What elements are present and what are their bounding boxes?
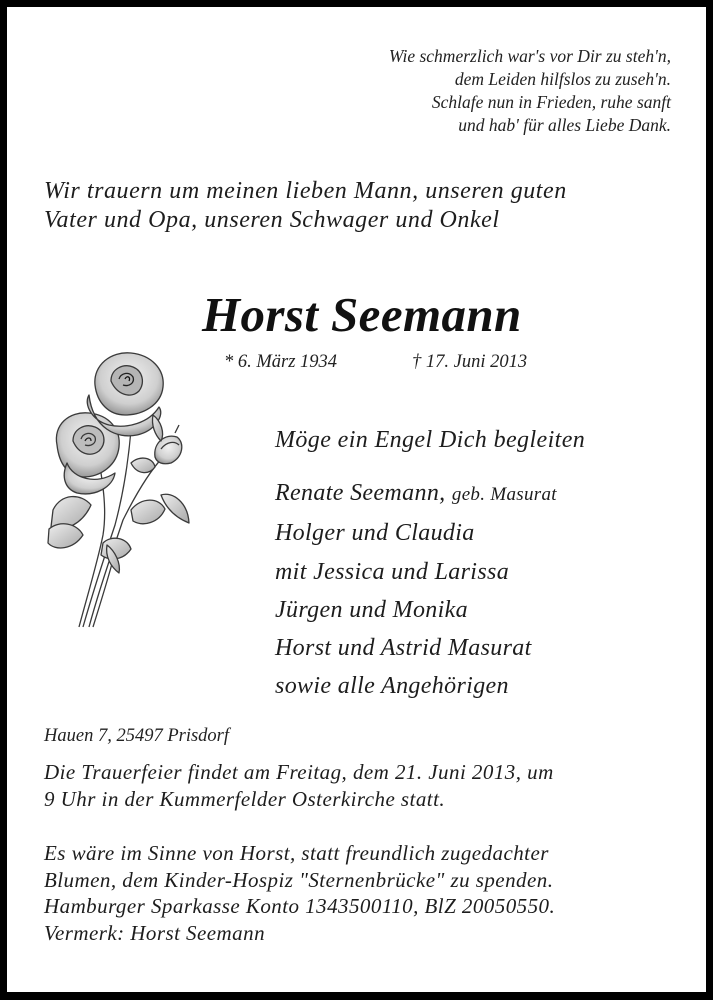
memorial-poem <box>389 45 671 137</box>
mourner-entry: Horst und Astrid Masurat <box>275 635 532 662</box>
poem-line: Wie schmerzlich war's vor Dir zu steh'n, <box>388 46 671 66</box>
obituary-notice <box>7 7 706 992</box>
intro-line: Wir trauern um meinen lieben Mann, unseren guten <box>44 178 567 204</box>
maiden-name: geb. Masurat <box>451 484 557 505</box>
mourner-entry: Holger und Claudia <box>275 520 475 547</box>
poem-line: dem Leiden hilfslos zu zuseh'n. <box>454 69 671 89</box>
mourner-name: Renate Seemann, <box>275 480 446 506</box>
mourners-list <box>275 474 557 706</box>
service-line: Die Trauerfeier findet am Freitag, dem 21. Juni 2013, um <box>44 760 554 784</box>
rose-bouquet-icon <box>43 345 193 630</box>
donation-line: Blumen, dem Kinder-Hospiz "Sternenbrücke" zu spenden. <box>44 867 554 892</box>
donation-request <box>44 840 555 946</box>
motto: Möge ein Engel Dich begleiten <box>275 427 586 453</box>
mourner-entry: mit Jessica und Larissa <box>275 558 510 585</box>
intro-line: Vater und Opa, unseren Schwager und Onkel <box>44 207 500 233</box>
family-address: Hauen 7, 25497 Prisdorf <box>44 726 229 746</box>
donation-line: Hamburger Sparkasse Konto 1343500110, BlZ 20050550. <box>44 894 556 918</box>
mourner-entry <box>275 474 557 514</box>
funeral-service-info <box>44 759 554 813</box>
mourning-intro <box>44 177 567 235</box>
donation-line: Es wäre im Sinne von Horst, statt freundlich zugedachter <box>44 841 549 865</box>
deceased-name: Horst Seemann <box>202 287 522 342</box>
birth-date: * 6. März 1934 <box>224 352 338 372</box>
poem-line: und hab' für alles Liebe Dank. <box>458 115 671 135</box>
mourner-entry: sowie alle Angehörigen <box>275 673 509 700</box>
service-line: 9 Uhr in der Kummerfelder Osterkirche statt. <box>44 787 446 811</box>
donation-line: Vermerk: Horst Seemann <box>44 920 266 945</box>
mourner-entry: Jürgen und Monika <box>275 596 469 623</box>
poem-line: Schlafe nun in Frieden, ruhe sanft <box>431 92 671 112</box>
death-date: † 17. Juni 2013 <box>412 352 528 372</box>
